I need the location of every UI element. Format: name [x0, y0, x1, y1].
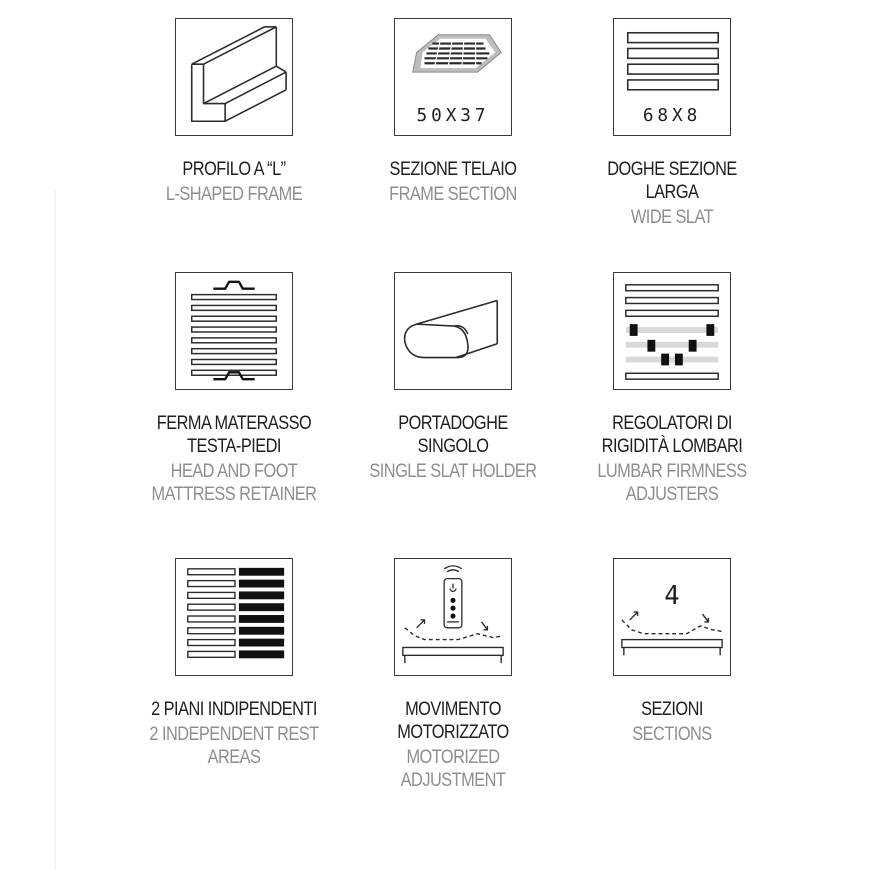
feature-title-en: LUMBAR FIRMNESS ADJUSTERS [597, 461, 747, 505]
frame-section-label: 50X37 [416, 106, 490, 127]
wide-slat-icon [613, 18, 731, 136]
feature-title-it: PORTADOGHE SINGOLO [398, 413, 508, 457]
wide-slat-label: 68X8 [642, 106, 702, 127]
feature-title-it: PROFILO A “L” [182, 159, 286, 180]
feature-lumbar-adjusters [562, 272, 782, 506]
feature-title-en: MOTORIZED ADJUSTMENT [400, 747, 506, 791]
feature-title-it: FERMA MATERASSO TESTA-PIEDI [156, 413, 312, 457]
l-profile-icon [175, 18, 293, 136]
feature-title-it: SEZIONE TELAIO [389, 159, 517, 180]
sections-icon [613, 558, 731, 676]
feature-frame-section [343, 18, 563, 206]
frame-section-icon [394, 18, 512, 136]
feature-title-it: MOVIMENTO MOTORIZZATO [397, 699, 509, 743]
feature-title-en: HEAD AND FOOT MATTRESS RETAINER [151, 461, 317, 505]
feature-sections [562, 558, 782, 746]
feature-title-it: DOGHE SEZIONE LARGA [607, 159, 737, 203]
feature-title-it: REGOLATORI DI RIGIDITÀ LOMBARI [601, 413, 743, 457]
feature-title-it: 2 PIANI INDIPENDENTI [151, 699, 317, 720]
feature-title-en: FRAME SECTION [389, 184, 517, 205]
feature-title-en: L-SHAPED FRAME [165, 184, 303, 205]
feature-independent-areas [124, 558, 344, 769]
feature-title-en: WIDE SLAT [630, 207, 714, 228]
motorized-remote-icon [394, 558, 512, 676]
feature-title-en: SINGLE SLAT HOLDER [369, 461, 537, 482]
slat-holder-icon [394, 272, 512, 390]
independent-areas-icon [175, 558, 293, 676]
feature-slat-holder [343, 272, 563, 483]
lumbar-adjusters-icon [613, 272, 731, 390]
feature-l-shaped-frame [124, 18, 344, 206]
feature-motorized [343, 558, 563, 792]
feature-title-it: SEZIONI [641, 699, 703, 720]
feature-title-en: 2 INDEPENDENT REST AREAS [149, 724, 319, 768]
feature-mattress-retainer [124, 272, 344, 506]
mattress-retainer-icon [175, 272, 293, 390]
feature-wide-slat [562, 18, 782, 229]
feature-title-en: SECTIONS [632, 724, 712, 745]
sections-count-label: 4 [664, 581, 680, 612]
